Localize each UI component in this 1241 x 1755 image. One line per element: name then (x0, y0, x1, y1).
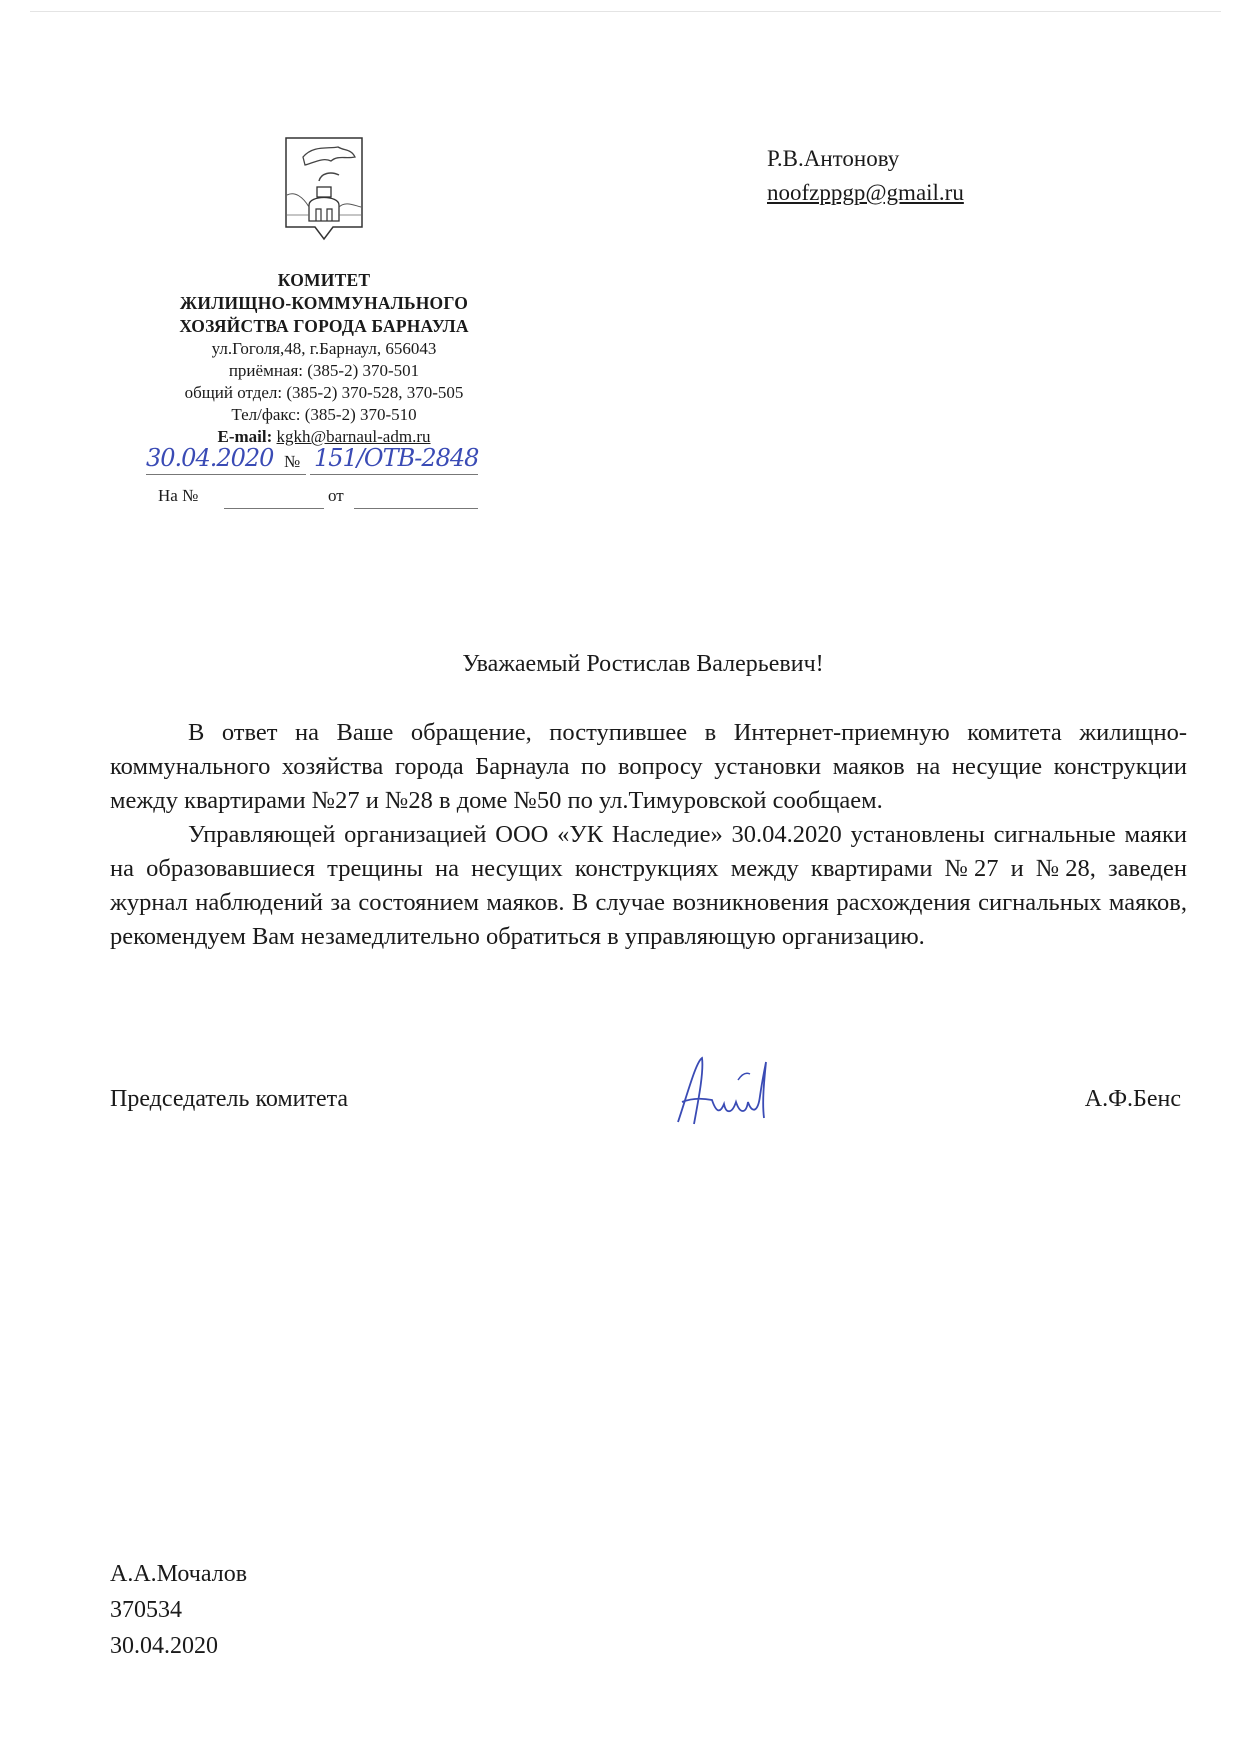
executor-name: А.А.Мочалов (110, 1561, 248, 1587)
signatory-name: А.Ф.Бенс (1084, 1086, 1181, 1112)
recipient-email-link[interactable]: noofzppgp@gmail.ru (767, 180, 964, 205)
from-label: от (328, 486, 344, 505)
number-sign: № (284, 452, 301, 471)
org-email-link[interactable]: kgkh@barnaul-adm.ru (276, 427, 431, 446)
body-paragraph: В ответ на Ваше обращение, поступившее в Интернет-приемную комитета жилищно-коммунального хозяйства города Барнаула по вопросу установки маяков на несущие конструкции между квартирами №27 и №28 в доме №50 по ул.Тимуровской сообщаем. (110, 719, 1187, 814)
page-edge-line (30, 11, 1221, 12)
recipient-block (767, 142, 964, 210)
executor-phone: 370534 (110, 1597, 182, 1623)
barnaul-coat-of-arms-icon (283, 135, 365, 245)
org-reception-phone: приёмная: (385-2) 370-501 (228, 361, 420, 380)
body-paragraph: Управляющей организацией ООО «УК Наследие» 30.04.2020 установлены сигнальные маяки на образовавшиеся трещины на несущих конструкциях между квартирами №27 и №28, заведен журнал наблюдений за состоянием маяков. В случае возникновения расхождения сигнальных маяков, рекомендуем Вам незамедлительно обратиться в управляющую организацию. (110, 821, 1187, 950)
handwritten-reg-date: 30.04.2020 (146, 444, 274, 472)
recipient-name: Р.В.Антонову (767, 146, 900, 171)
org-address: ул.Гоголя,48, г.Барнаул, 656043 (211, 339, 437, 358)
reply-to-label: На № (158, 486, 199, 505)
handwritten-signature-icon (668, 1052, 793, 1132)
handwritten-reg-number: 151/ОТВ-2848 (314, 444, 479, 472)
greeting: Уважаемый Ростислав Валерьевич! (462, 651, 824, 677)
email-label: E-mail: (217, 427, 273, 446)
executor-block (110, 1556, 247, 1664)
org-telfax: Тел/факс: (385-2) 370-510 (231, 405, 417, 424)
org-name-line: ЖИЛИЩНО-КОММУНАЛЬНОГО (179, 293, 469, 313)
registration-line (134, 444, 514, 480)
reply-date-fill-line (354, 484, 478, 509)
org-general-dept-phone: общий отдел: (385-2) 370-528, 370-505 (184, 383, 464, 402)
reply-number-fill-line (224, 484, 324, 509)
org-name-line: КОМИТЕТ (277, 270, 371, 290)
signatory-position: Председатель комитета (110, 1086, 349, 1112)
letterhead (134, 135, 514, 514)
letter-body (110, 716, 1187, 954)
org-name-line: ХОЗЯЙСТВА ГОРОДА БАРНАУЛА (179, 316, 469, 336)
executor-date: 30.04.2020 (110, 1633, 218, 1659)
